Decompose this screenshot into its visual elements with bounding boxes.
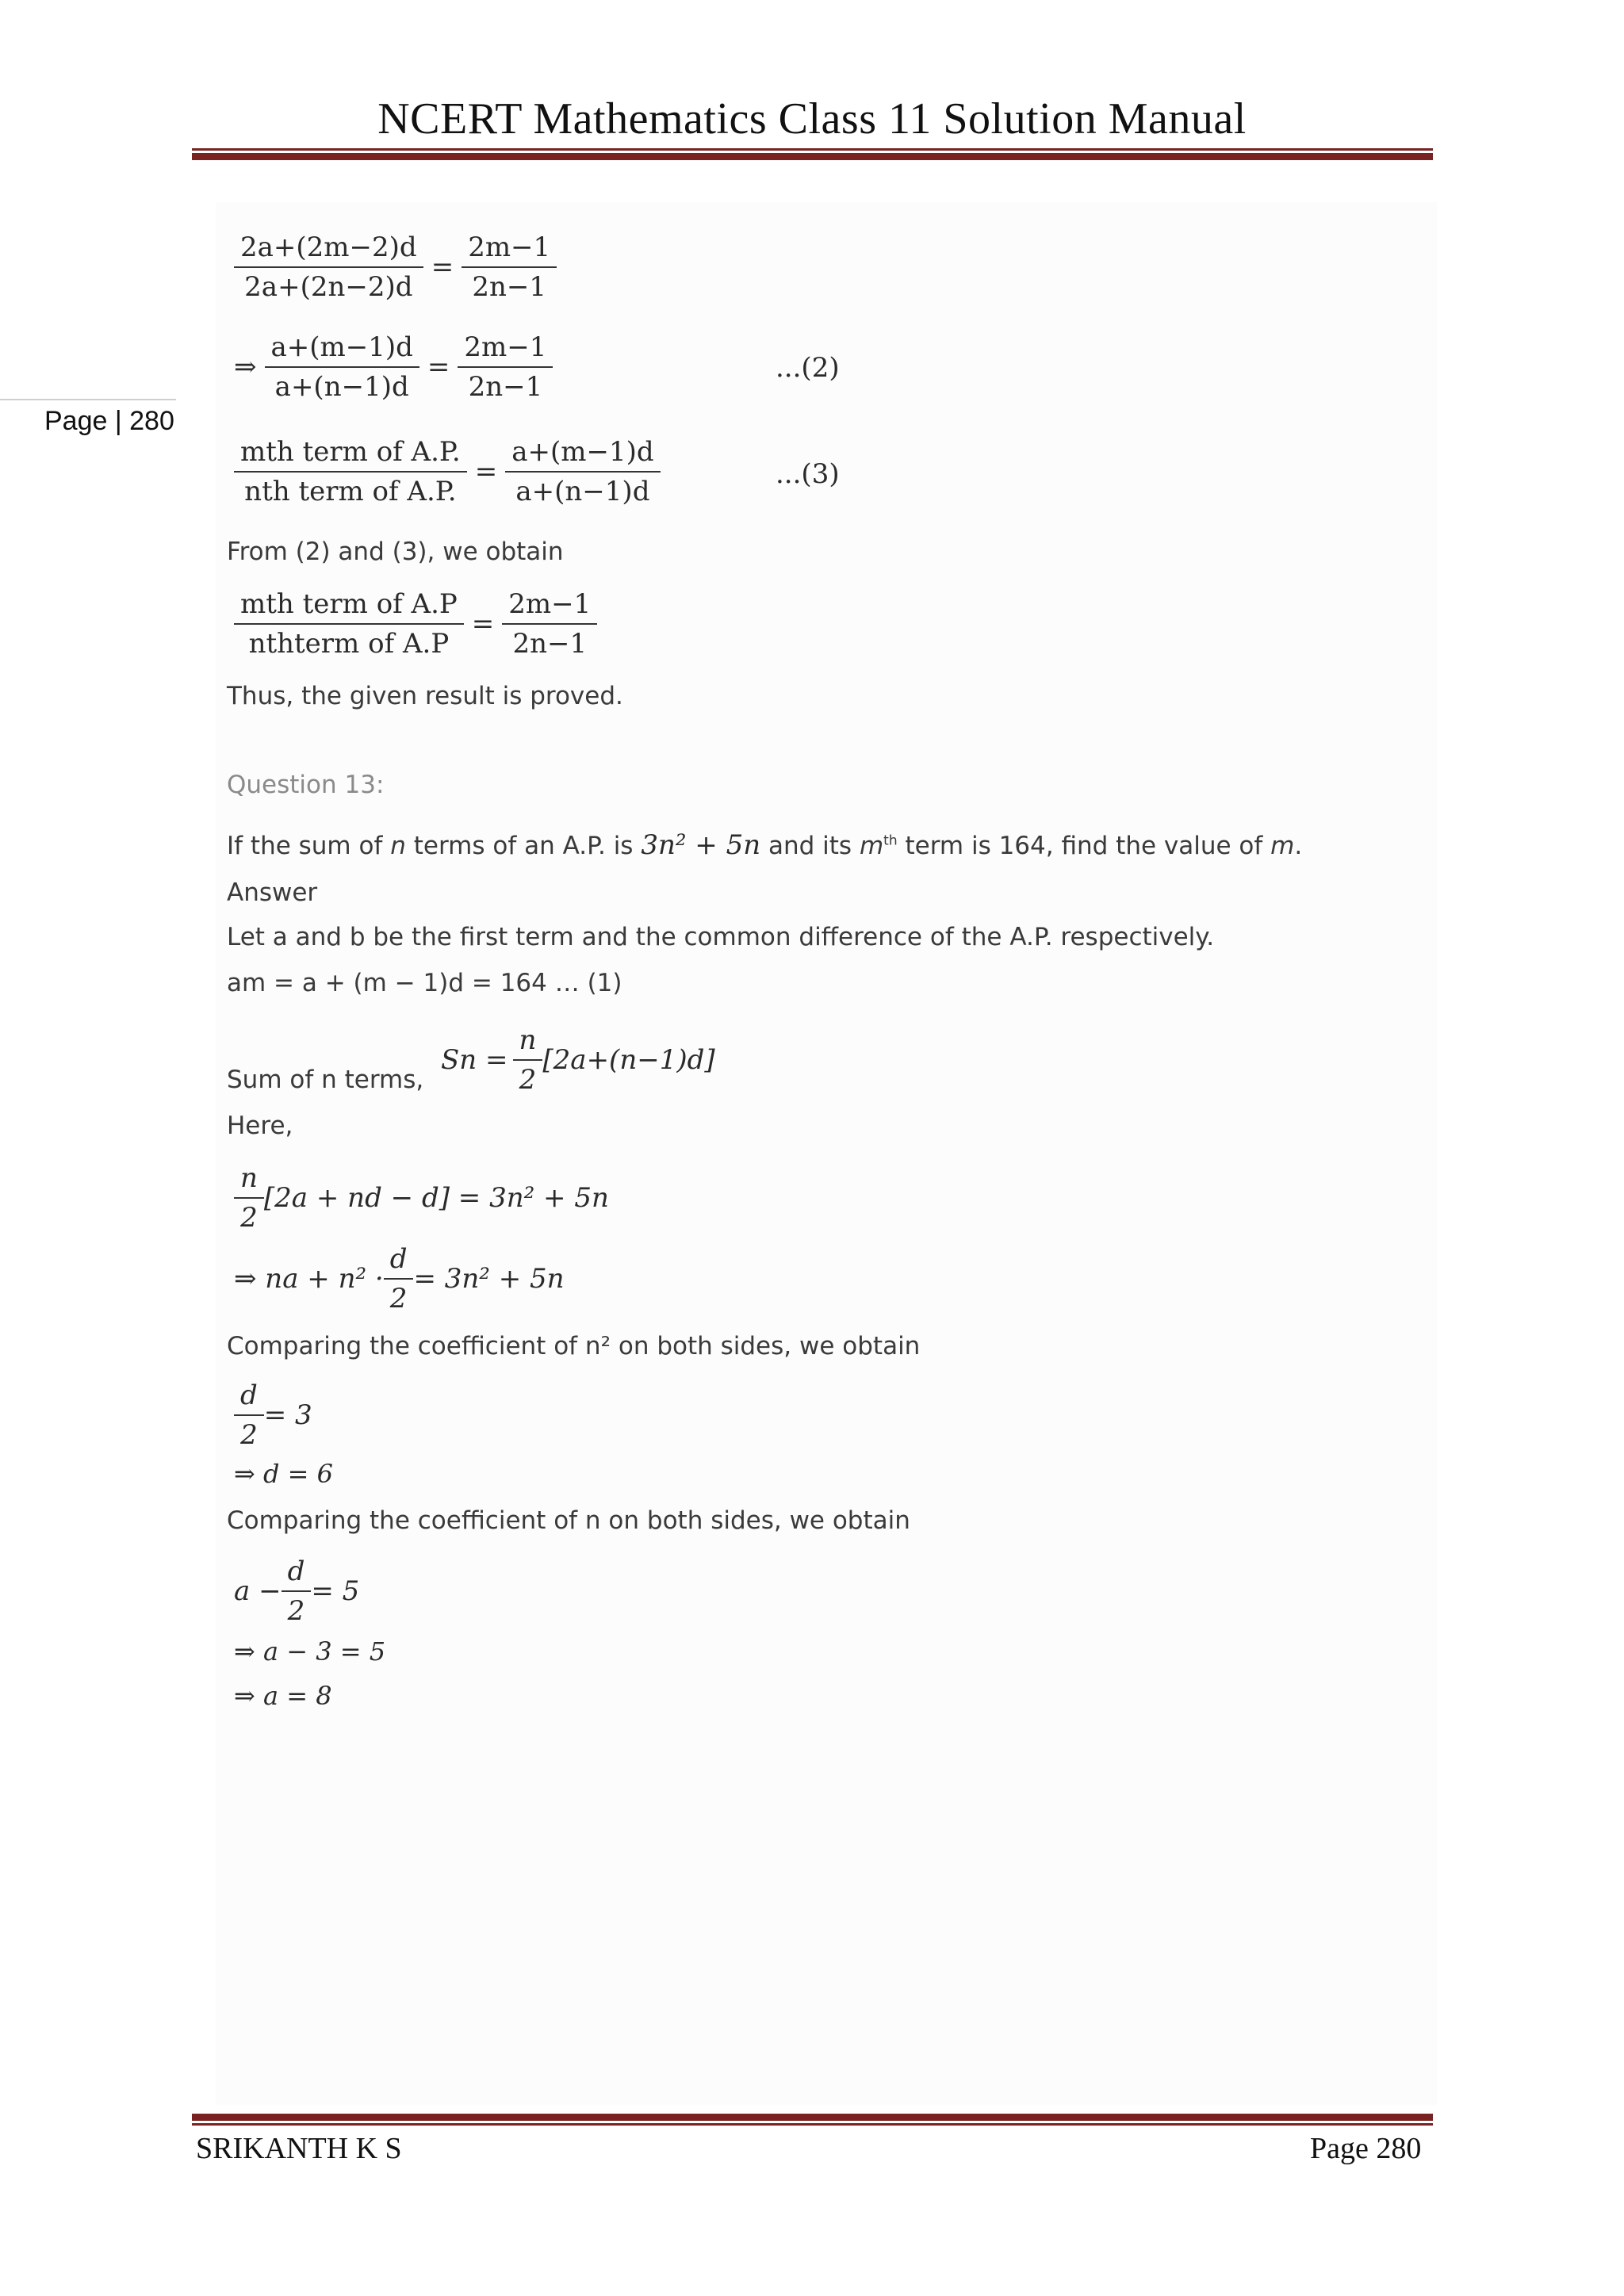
sum-label: Sum of n terms, [227, 1066, 424, 1094]
equation-ref-2: ...(2) [776, 352, 840, 384]
equation-4: $\frac{\text{mth term of A.P}}{\text{nthterm of A.P}}$ = $\frac{2m-1}{2n-1}$ [234, 588, 597, 660]
header-rule-top [192, 148, 1433, 151]
header-rule [192, 153, 1433, 160]
here-label: Here, [227, 1112, 293, 1140]
page-header-title: NCERT Mathematics Class 11 Solution Manual [377, 94, 1247, 144]
step-4: ⇒ d = 6 [234, 1459, 333, 1489]
step-3: $\frac{d}{2}$ = 3 [234, 1380, 312, 1451]
equation-3: $\frac{\text{mth term of A.P.}}{\text{nth term of A.P.}}$ = $\frac{a+(m-1)d}{a+(n-1)d}$ [234, 436, 661, 507]
compare-n-text: Comparing the coefficient of n on both sides, we obtain [227, 1506, 910, 1535]
step-7: ⇒ a = 8 [234, 1681, 332, 1711]
let-text: Let a and b be the first term and the common difference of the A.P. respectively. [227, 923, 1215, 951]
am-equation: am = a + (m − 1)d = 164 … (1) [227, 969, 622, 997]
step-1: $\frac{n}{2}$ [2a + nd − d] = 3n² + 5n [234, 1162, 609, 1234]
answer-label: Answer [227, 878, 318, 907]
footer-rule [192, 2114, 1433, 2121]
footer-rule-bottom [192, 2123, 1433, 2126]
conclusion-text: Thus, the given result is proved. [227, 682, 623, 710]
side-page-number: Page | 280 [44, 406, 174, 436]
question-text: If the sum of n terms of an A.P. is 3n² + 5n and its $m^{th}$ term is 164, find the value of m. [227, 829, 1303, 861]
step-6: ⇒ a − 3 = 5 [234, 1636, 386, 1667]
equation-ref-3: ...(3) [776, 458, 840, 490]
step-5: a − $\frac{d}{2}$ = 5 [234, 1556, 360, 1627]
question-heading: Question 13: [227, 771, 385, 799]
footer-page-number: Page 280 [1310, 2132, 1422, 2165]
sum-formula: Sn = $\frac{n}{2}$ [2a+(n−1)d] [441, 1024, 715, 1096]
from-text: From (2) and (3), we obtain [227, 538, 564, 566]
footer-author: SRIKANTH K S [196, 2132, 402, 2165]
step-2: ⇒ na + n² · $\frac{d}{2}$ = 3n² + 5n [234, 1243, 565, 1314]
equation-1: $\frac{2a+(2m-2)d}{2a+(2n-2)d}$ = $\frac{2m-1}{2n-1}$ [234, 232, 557, 303]
equation-2: ⇒ $\frac{a+(m-1)d}{a+(n-1)d}$ = $\frac{2m-1}{2n-1}$ [234, 331, 553, 403]
side-tab-divider [0, 399, 176, 400]
compare-n2-text: Comparing the coefficient of n² on both sides, we obtain [227, 1332, 921, 1360]
